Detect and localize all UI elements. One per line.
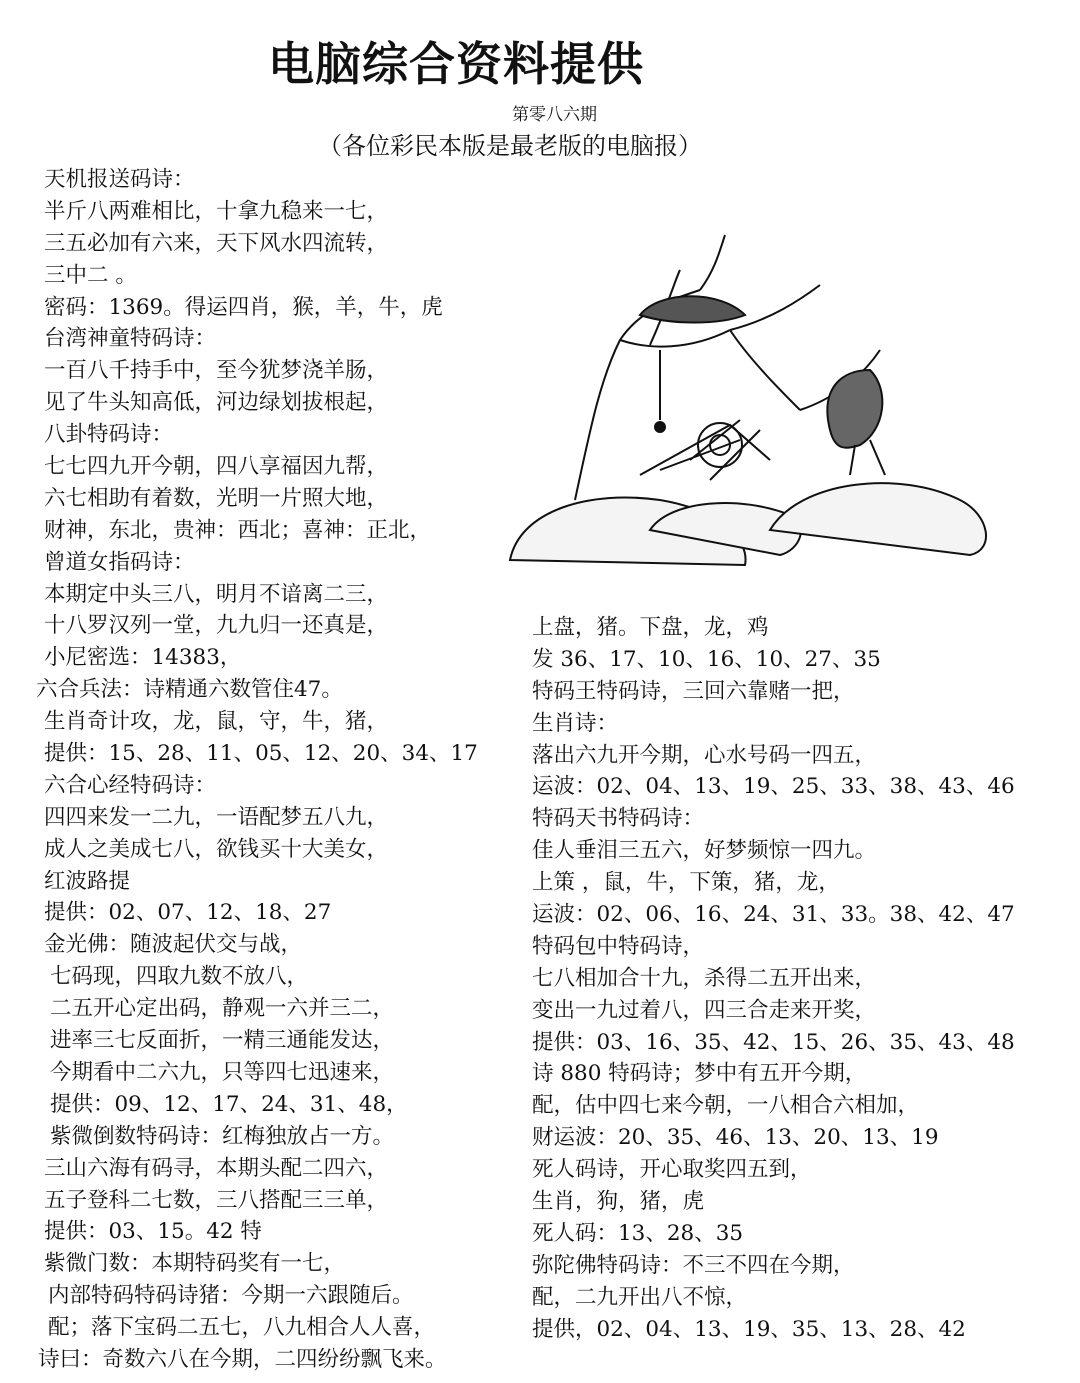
text-line: 台湾神童特码诗：: [44, 326, 217, 352]
text-line: 二五开心定出码，静观一六并三二，: [50, 996, 395, 1022]
text-line: 运波：02、04、13、19、25、33、38、43、46: [532, 774, 1015, 800]
text-line: 生肖诗：: [532, 710, 619, 736]
text-line: 本期定中头三八，明月不谙离二三，: [44, 581, 389, 607]
text-line: 上策 ，鼠，牛，下策，猪，龙，: [532, 870, 840, 896]
text-line: 特码天书特码诗：: [532, 806, 705, 832]
text-line: 死人码诗，开心取奖四五到，: [532, 1157, 812, 1183]
text-line: 落出六九开今期，心水号码一四五，: [532, 742, 877, 768]
text-line: 七七四九开今朝，四八享福因九帮，: [44, 454, 389, 480]
text-line: 诗 880 特码诗；梦中有五开今期，: [532, 1061, 867, 1087]
text-line: 五子登科二七数，三八搭配三三单，: [44, 1187, 389, 1213]
text-line: 七八相加合十九，杀得二五开出来，: [532, 965, 877, 991]
text-line: 天机报送码诗：: [44, 167, 195, 192]
text-line: 变出一九过着八，四三合走来开奖，: [532, 997, 877, 1023]
text-line: 紫微门数：本期特码奖有一七，: [44, 1251, 346, 1277]
text-line: 六七相助有着数，光明一片照大地，: [44, 485, 389, 511]
text-line: 十八罗汉列一堂，九九归一还真是，: [44, 613, 389, 639]
text-line: 七码现，四取九数不放八，: [50, 964, 309, 990]
text-line: 三山六海有码寻，本期头配二四六，: [44, 1155, 389, 1181]
text-line: 特码王特码诗，三回六靠赌一把，: [532, 678, 855, 704]
text-line: 小尼密选：14383，: [44, 645, 242, 671]
text-line: 特码包中特码诗，: [532, 933, 705, 959]
text-line: 运波：02、06、16、24、31、33。38、42、47: [532, 902, 1015, 928]
text-line: 弥陀佛特码诗：不三不四在今期，: [532, 1252, 855, 1278]
text-line: 佳人垂泪三五六，好梦频惊一四九。: [532, 838, 877, 864]
text-line: 四四来发一二九，一语配梦五八九，: [44, 804, 389, 830]
text-line: 成人之美成七八，欲钱买十大美女，: [44, 836, 389, 862]
text-line: 半斤八两难相比，十拿九稳来一七，: [44, 198, 389, 224]
left-column: [36, 164, 478, 1376]
text-line: 六合兵法：诗精通六数管住47。: [36, 677, 343, 703]
text-line: 金光佛：随波起伏交与战，: [44, 932, 303, 958]
text-line: 三五必加有六来，天下风水四流转，: [44, 230, 389, 256]
text-line: 提供：02、07、12、18、27: [44, 900, 332, 926]
text-line: 诗曰：奇数六八在今期，二四纷纷飘飞来。: [38, 1346, 447, 1372]
right-column: [532, 612, 1015, 1345]
text-line: 一百八千持手中，至今犹梦浇羊肠，: [44, 358, 389, 384]
text-line: 见了牛头知高低，河边绿划拔根起，: [44, 390, 389, 416]
text-line: 上盘，猪。下盘，龙，鸡: [532, 615, 769, 640]
text-line: 进率三七反面折，一精三通能发达，: [50, 1028, 395, 1054]
text-line: 死人码：13、28、35: [532, 1220, 744, 1246]
text-line: 提供：03、15。42 特: [44, 1219, 262, 1245]
text-line: 六合心经特码诗：: [44, 772, 217, 798]
text-line: 生肖，狗，猪，虎: [532, 1189, 705, 1215]
text-line: 密码：1369。得运四肖，猴，羊，牛，虎: [44, 294, 443, 320]
text-line: 八卦特码诗：: [44, 422, 174, 448]
bird-spiderweb-illustration: [500, 230, 1000, 580]
text-line: 内部特码特码诗猪：今期一六跟随后。: [48, 1283, 414, 1309]
text-line: 配；落下宝码二五七，八九相合人人喜，: [48, 1315, 436, 1341]
text-line: 财神，东北，贵神：西北；喜神：正北，: [44, 517, 432, 543]
text-line: 三中二 。: [44, 262, 137, 288]
text-line: 紫微倒数特码诗：红梅独放占一方。: [50, 1123, 395, 1149]
text-line: 提供：03、16、35、42、15、26、35、43、48: [532, 1029, 1015, 1055]
text-line: 配，二九开出八不惊，: [532, 1284, 748, 1310]
text-line: 提供：15、28、11、05、12、20、34、17: [44, 741, 478, 767]
text-line: 发 36、17、10、16、10、27、35: [532, 646, 881, 672]
text-line: 财运波：20、35、46、13、20、13、19: [532, 1125, 939, 1151]
page-subtitle: （各位彩民本版是最老版的电脑报）: [318, 132, 702, 160]
text-line: 红波路提: [44, 868, 131, 894]
text-line: 今期看中二六九，只等四七迅速来，: [50, 1059, 395, 1085]
text-line: 提供，02、04、13、19、35、13、28、42: [532, 1316, 966, 1342]
text-line: 提供：09、12、17、24、31、48，: [50, 1091, 408, 1117]
text-line: 曾道女指码诗：: [44, 549, 195, 575]
text-line: 生肖奇计攻，龙，鼠，守，牛，猪，: [44, 709, 389, 735]
text-line: 配，估中四七来今朝，一八相合六相加，: [532, 1093, 920, 1119]
issue-number: 第零八六期: [512, 105, 597, 125]
page-title: 电脑综合资料提供: [268, 37, 644, 91]
